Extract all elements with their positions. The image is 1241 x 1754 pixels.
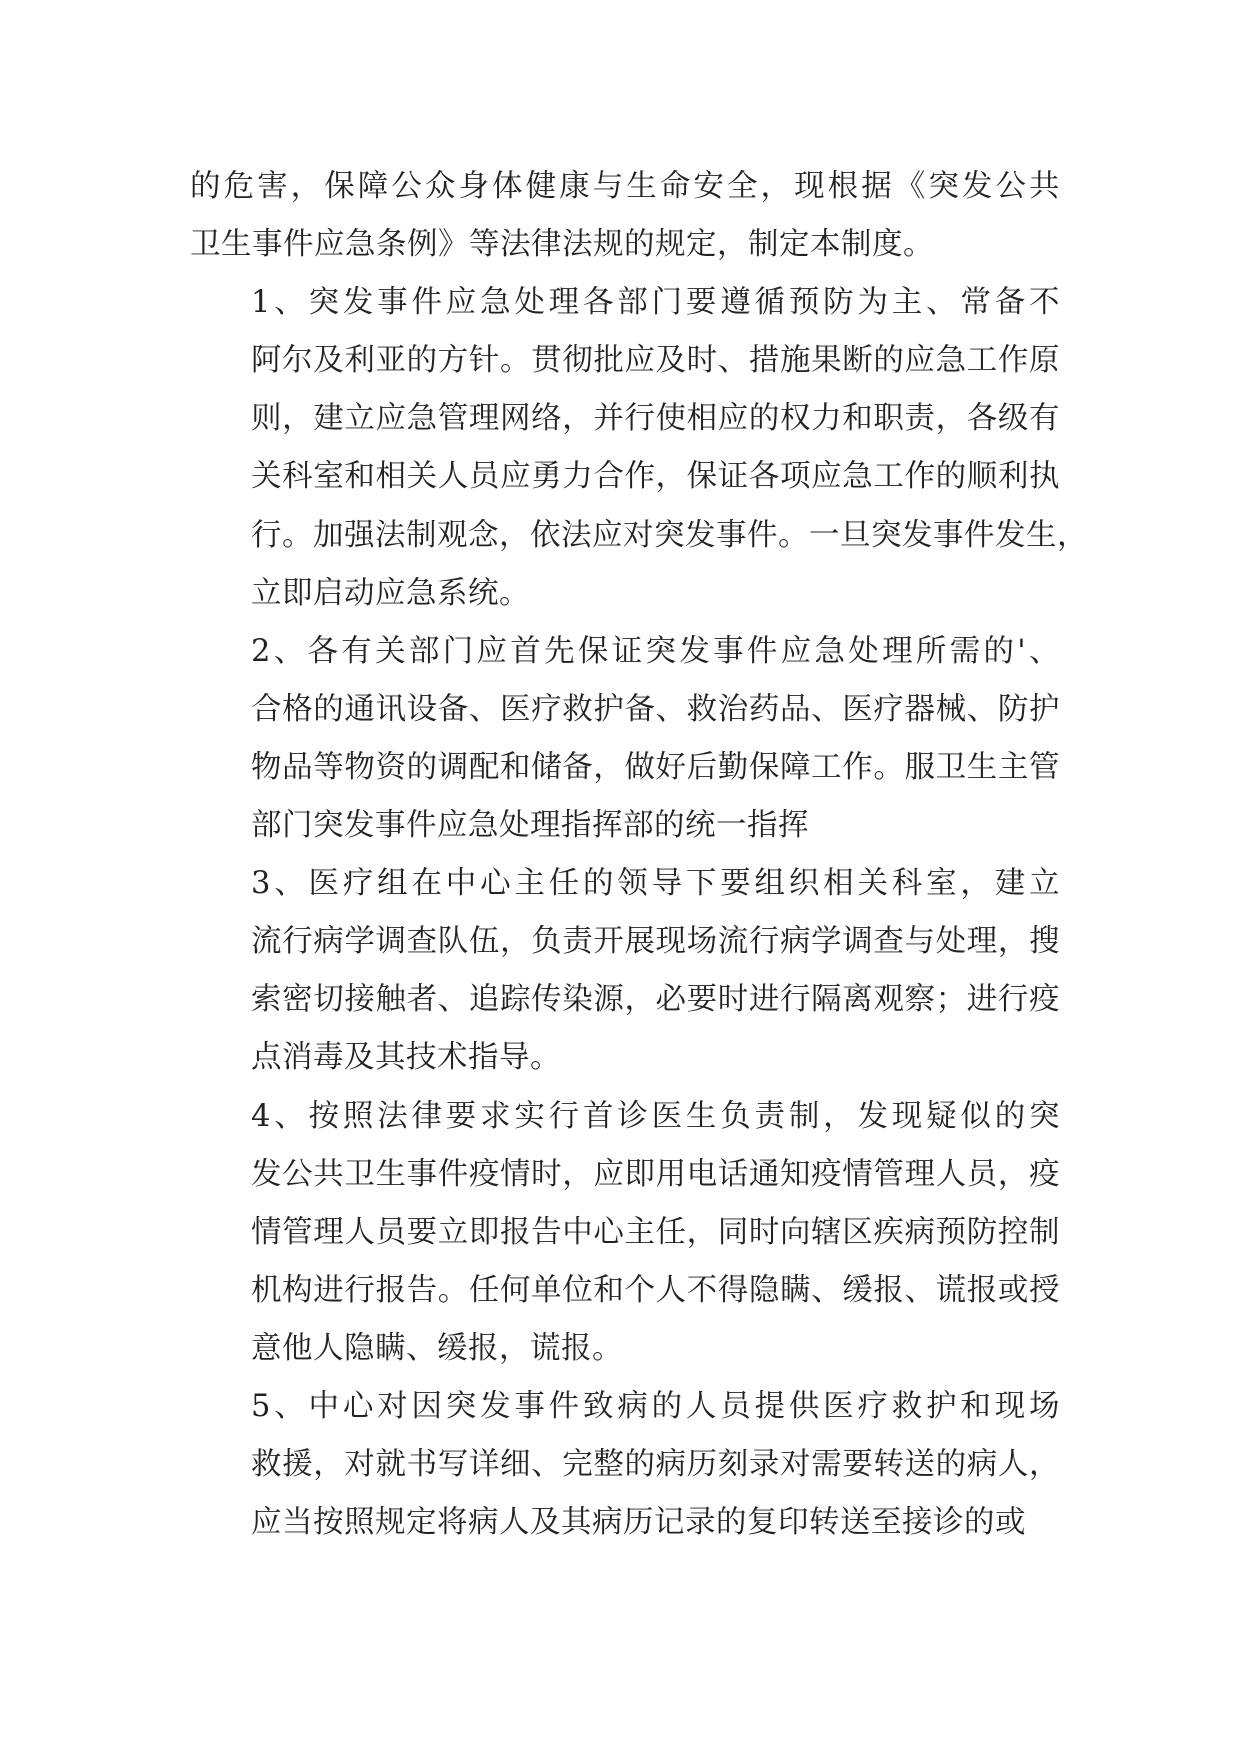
text-line: 则，建立应急管理网络，并行使相应的权力和职责，各级有	[251, 401, 1060, 437]
text-line: 流行病学调查队伍，负责开展现场流行病学调查与处理，搜	[251, 924, 1060, 960]
text-line: 情管理人员要立即报告中心主任，同时向辖区疾病预防控制	[251, 1214, 1060, 1250]
paragraph-item-3	[190, 855, 1060, 1087]
text-line: 4、按照法律要求实行首诊医生负责制，发现疑似的突	[251, 1098, 1060, 1134]
paragraph-item-1	[190, 274, 1088, 623]
text-line: 1、突发事件应急处理各部门要遵循预防为主、常备不	[251, 285, 1060, 321]
text-line: 机构进行报告。任何单位和个人不得隐瞒、缓报、谎报或授	[251, 1272, 1060, 1308]
text-line: 意他人隐瞒、缓报，谎报。	[251, 1330, 623, 1366]
text-line: 的危害，保障公众身体健康与生命安全，现根据《突发公共	[190, 169, 1060, 204]
paragraph-item-5	[190, 1378, 1060, 1552]
text-line: 立即启动应急系统。	[251, 575, 530, 611]
text-line: 索密切接触者、追踪传染源，必要时进行隔离观察；进行疫	[251, 982, 1060, 1018]
text-line: 卫生事件应急条例》等法律法规的规定，制定本制度。	[190, 227, 934, 263]
text-line: 行。加强法制观念，依法应对突发事件。一旦突发事件发生，	[251, 517, 1088, 553]
document-body	[190, 158, 1088, 1552]
text-line: 部门突发事件应急处理指挥部的统一指挥	[251, 808, 809, 844]
paragraph-intro	[190, 158, 1060, 274]
text-line: 关科室和相关人员应勇力合作，保证各项应急工作的顺利执	[251, 459, 1060, 495]
text-line: 5、中心对因突发事件致病的人员提供医疗救护和现场	[251, 1388, 1060, 1424]
paragraph-item-2	[190, 623, 1060, 855]
text-line: 合格的通讯设备、医疗救护备、救治药品、医疗器械、防护	[251, 691, 1060, 727]
text-line: 物品等物资的调配和储备，做好后勤保障工作。服卫生主管	[251, 749, 1060, 785]
text-line: 点消毒及其技术指导。	[251, 1040, 561, 1076]
paragraph-item-4	[190, 1088, 1060, 1378]
text-line: 3、医疗组在中心主任的领导下要组织相关科室，建立	[251, 866, 1060, 902]
text-line: 2、各有关部门应首先保证突发事件应急处理所需的'、	[251, 633, 1060, 669]
text-line: 应当按照规定将病人及其病历记录的复印转送至接诊的或	[251, 1505, 1026, 1541]
text-line: 救援，对就书写详细、完整的病历刻录对需要转送的病人，	[251, 1447, 1060, 1483]
text-line: 阿尔及利亚的方针。贯彻批应及时、措施果断的应急工作原	[251, 343, 1060, 379]
text-line: 发公共卫生事件疫情时，应即用电话通知疫情管理人员，疫	[251, 1156, 1060, 1192]
